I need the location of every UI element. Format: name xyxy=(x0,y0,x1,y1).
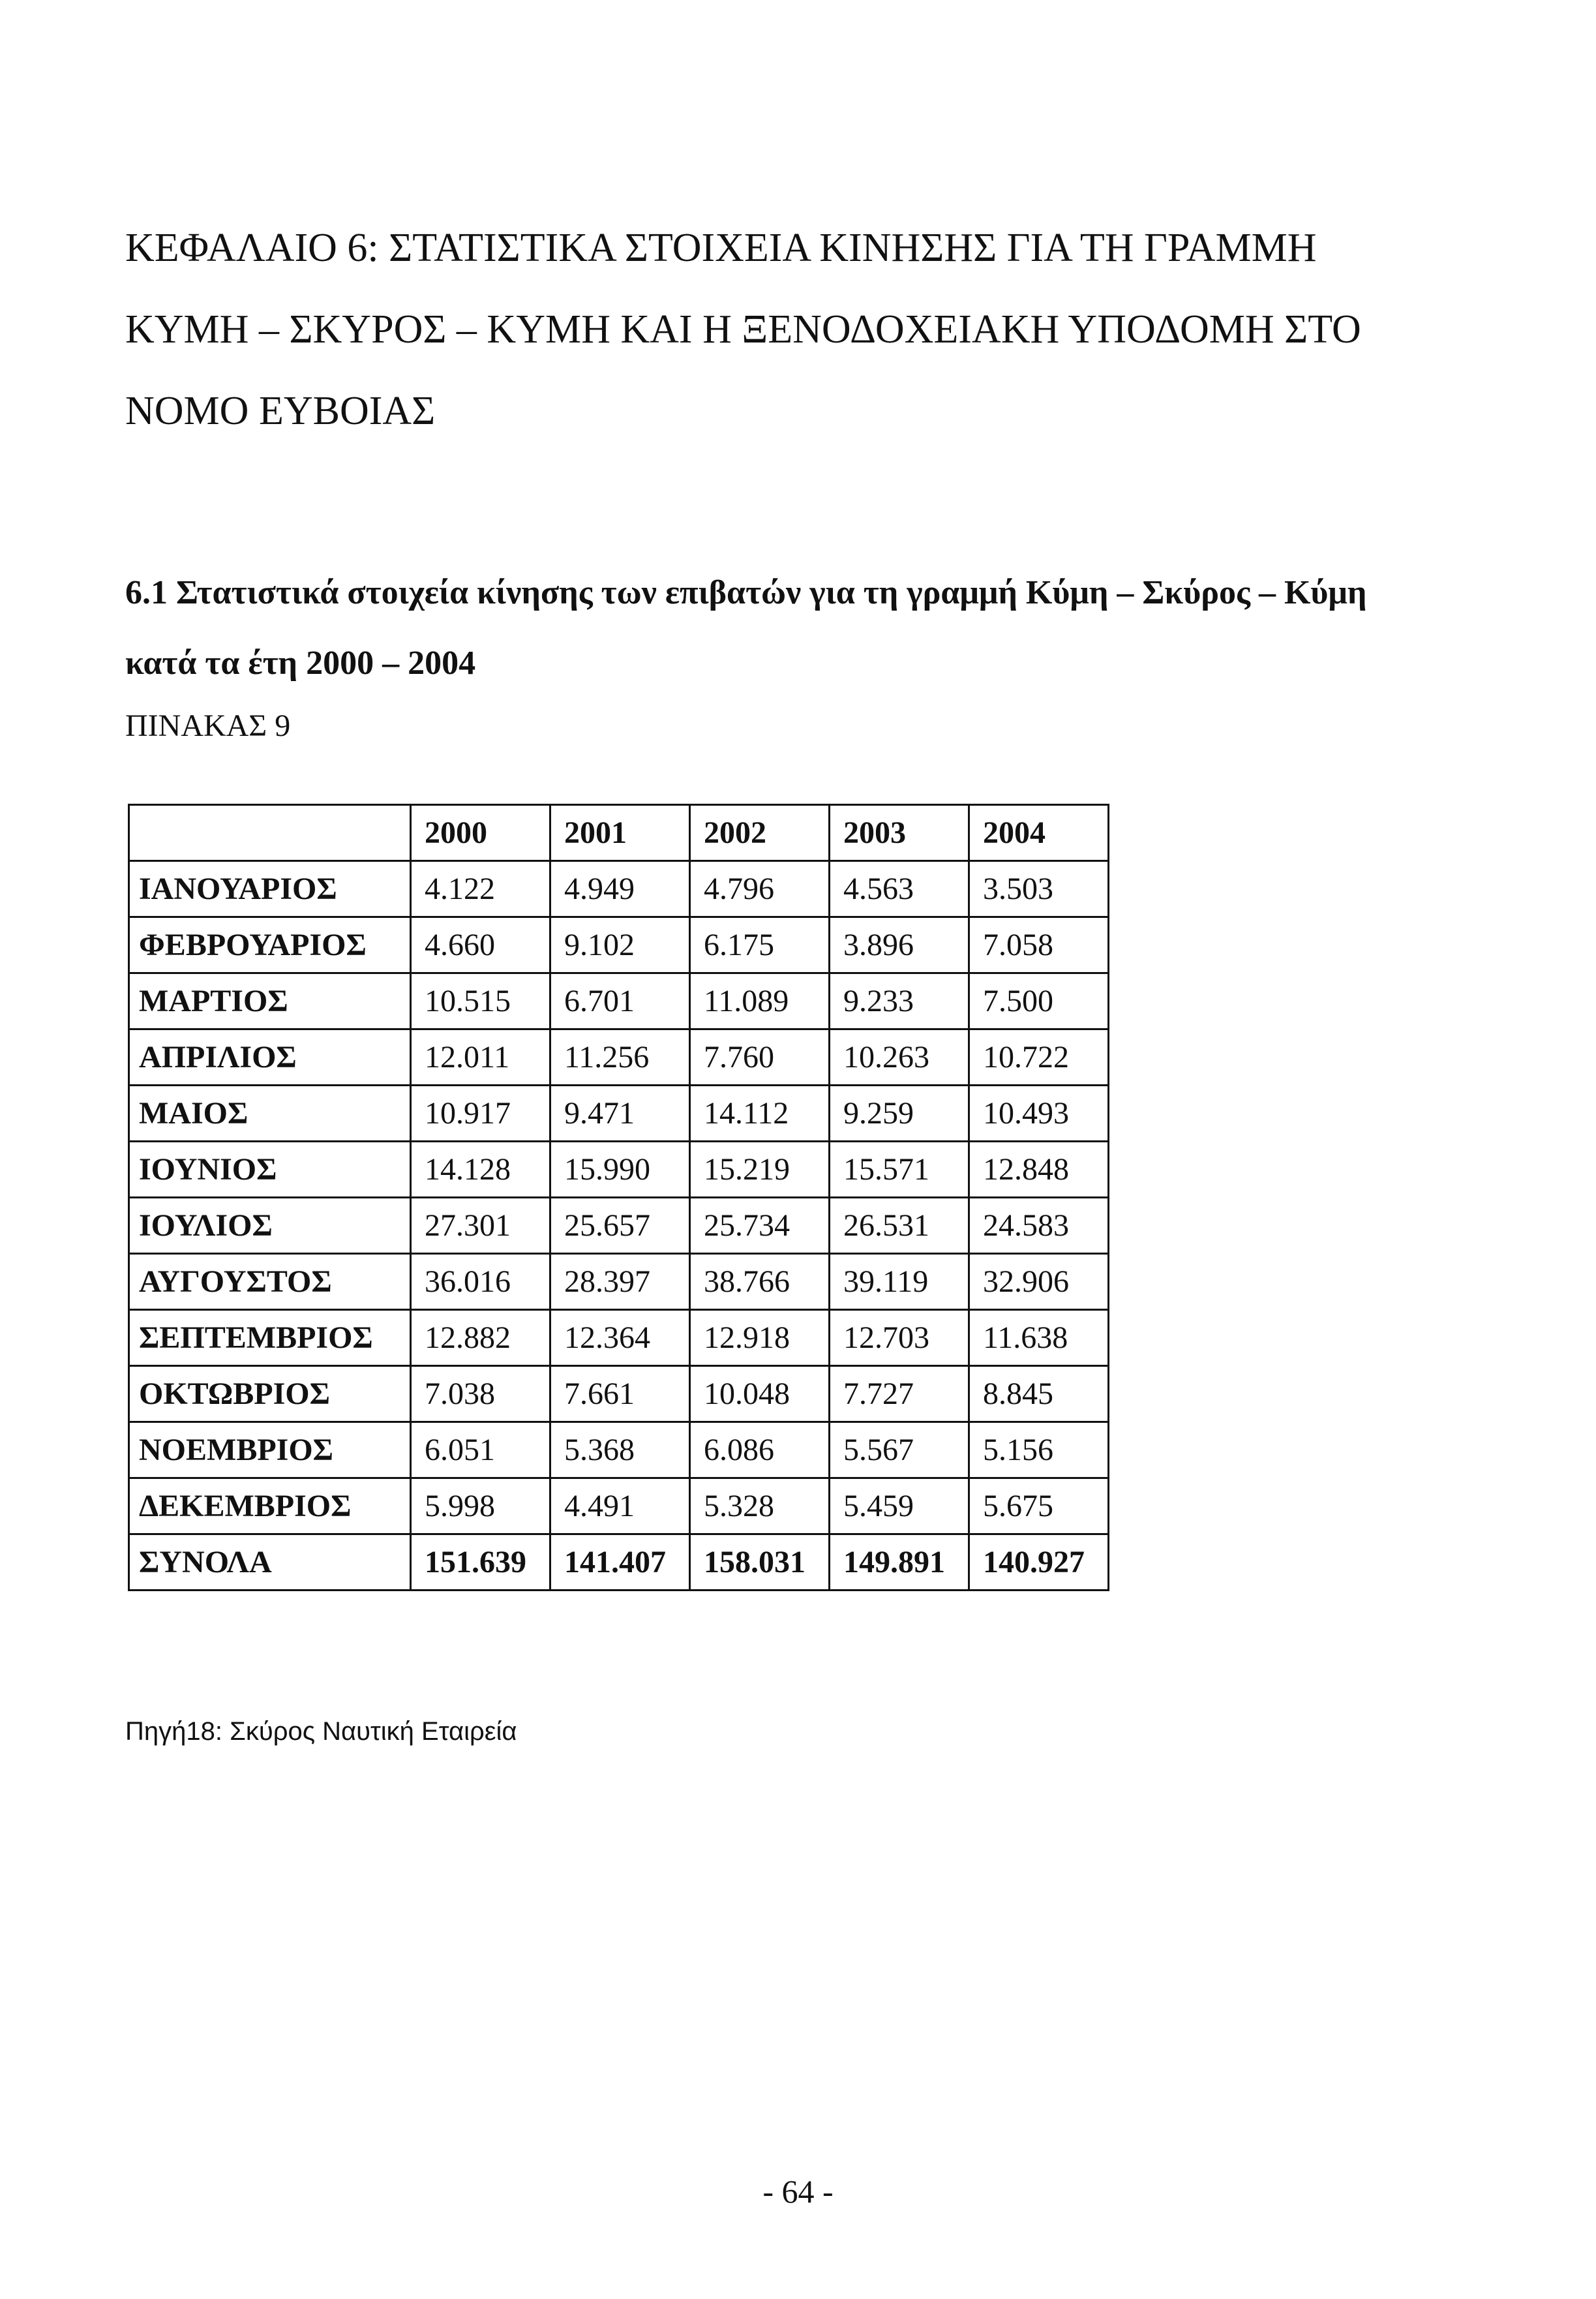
value-cell: 7.500 xyxy=(969,973,1109,1029)
value-cell: 4.796 xyxy=(690,861,830,917)
header-empty-cell xyxy=(129,805,411,861)
value-cell: 39.119 xyxy=(830,1254,969,1310)
value-cell: 9.233 xyxy=(830,973,969,1029)
month-label: ΦΕΒΡΟΥΑΡΙΟΣ xyxy=(129,917,411,973)
total-value-cell: 140.927 xyxy=(969,1534,1109,1591)
month-label: ΔΕΚΕΜΒΡΙΟΣ xyxy=(129,1478,411,1534)
table-row xyxy=(129,1029,1109,1086)
chapter-title-line-1: ΚΕΦΑΛΑΙΟ 6: ΣΤΑΤΙΣΤΙΚΑ ΣΤΟΙΧΕΙΑ ΚΙΝΗΣΗΣ ΓΙΑ ΤΗ ΓΡΑΜΜΗ xyxy=(125,226,1317,270)
month-label: ΝΟΕΜΒΡΙΟΣ xyxy=(129,1422,411,1478)
source-note: Πηγή18: Σκύρος Ναυτική Εταιρεία xyxy=(125,1717,517,1746)
value-cell: 5.567 xyxy=(830,1422,969,1478)
value-cell: 25.734 xyxy=(690,1198,830,1254)
month-label: ΜΑΡΤΙΟΣ xyxy=(129,973,411,1029)
value-cell: 6.086 xyxy=(690,1422,830,1478)
value-cell: 14.128 xyxy=(411,1142,550,1198)
table-row xyxy=(129,1198,1109,1254)
month-label: ΙΑΝΟΥΑΡΙΟΣ xyxy=(129,861,411,917)
table-row xyxy=(129,973,1109,1029)
header-year: 2000 xyxy=(411,805,550,861)
value-cell: 5.998 xyxy=(411,1478,550,1534)
month-label: ΑΠΡΙΛΙΟΣ xyxy=(129,1029,411,1086)
value-cell: 6.701 xyxy=(550,973,690,1029)
passenger-statistics-table xyxy=(128,804,1109,1591)
value-cell: 12.918 xyxy=(690,1310,830,1366)
value-cell: 10.722 xyxy=(969,1029,1109,1086)
table-row xyxy=(129,917,1109,973)
value-cell: 14.112 xyxy=(690,1086,830,1142)
page-number: - 64 - xyxy=(762,2173,834,2210)
table-row xyxy=(129,1086,1109,1142)
value-cell: 3.896 xyxy=(830,917,969,973)
chapter-title-line-3: ΝΟΜΟ ΕΥΒΟΙΑΣ xyxy=(125,389,436,433)
chapter-title xyxy=(125,207,1430,452)
value-cell: 7.661 xyxy=(550,1366,690,1422)
value-cell: 7.038 xyxy=(411,1366,550,1422)
header-year: 2003 xyxy=(830,805,969,861)
value-cell: 7.760 xyxy=(690,1029,830,1086)
value-cell: 38.766 xyxy=(690,1254,830,1310)
table-row xyxy=(129,1142,1109,1198)
month-label: ΣΕΠΤΕΜΒΡΙΟΣ xyxy=(129,1310,411,1366)
table-row xyxy=(129,1422,1109,1478)
section-heading-line-2: κατά τα έτη 2000 – 2004 xyxy=(125,645,476,682)
value-cell: 10.515 xyxy=(411,973,550,1029)
section-heading-line-1: 6.1 Στατιστικά στοιχεία κίνησης των επιβατών για τη γραμμή Κύμη – Σκύρος – Κύμη xyxy=(125,574,1367,611)
value-cell: 12.011 xyxy=(411,1029,550,1086)
value-cell: 15.219 xyxy=(690,1142,830,1198)
value-cell: 9.259 xyxy=(830,1086,969,1142)
header-year: 2001 xyxy=(550,805,690,861)
month-label: ΟΚΤΩΒΡΙΟΣ xyxy=(129,1366,411,1422)
section-heading xyxy=(125,558,1462,699)
value-cell: 4.122 xyxy=(411,861,550,917)
total-value-cell: 158.031 xyxy=(690,1534,830,1591)
chapter-title-line-2: ΚΥΜΗ – ΣΚΥΡΟΣ – ΚΥΜΗ ΚΑΙ Η ΞΕΝΟΔΟΧΕΙΑΚΗ ΥΠΟΔΟΜΗ ΣΤΟ xyxy=(125,307,1361,352)
value-cell: 9.471 xyxy=(550,1086,690,1142)
table-header-row xyxy=(129,805,1109,861)
value-cell: 7.727 xyxy=(830,1366,969,1422)
table-row xyxy=(129,861,1109,917)
value-cell: 4.491 xyxy=(550,1478,690,1534)
value-cell: 5.328 xyxy=(690,1478,830,1534)
total-label: ΣΥΝΟΛΑ xyxy=(129,1534,411,1591)
value-cell: 15.990 xyxy=(550,1142,690,1198)
value-cell: 11.256 xyxy=(550,1029,690,1086)
value-cell: 10.917 xyxy=(411,1086,550,1142)
table-row xyxy=(129,1478,1109,1534)
value-cell: 6.175 xyxy=(690,917,830,973)
value-cell: 5.156 xyxy=(969,1422,1109,1478)
value-cell: 25.657 xyxy=(550,1198,690,1254)
value-cell: 9.102 xyxy=(550,917,690,973)
value-cell: 7.058 xyxy=(969,917,1109,973)
value-cell: 12.882 xyxy=(411,1310,550,1366)
value-cell: 15.571 xyxy=(830,1142,969,1198)
value-cell: 36.016 xyxy=(411,1254,550,1310)
month-label: ΙΟΥΛΙΟΣ xyxy=(129,1198,411,1254)
table-row xyxy=(129,1310,1109,1366)
total-row xyxy=(129,1534,1109,1591)
value-cell: 12.703 xyxy=(830,1310,969,1366)
month-label: ΙΟΥΝΙΟΣ xyxy=(129,1142,411,1198)
value-cell: 6.051 xyxy=(411,1422,550,1478)
value-cell: 32.906 xyxy=(969,1254,1109,1310)
value-cell: 10.048 xyxy=(690,1366,830,1422)
total-value-cell: 141.407 xyxy=(550,1534,690,1591)
value-cell: 3.503 xyxy=(969,861,1109,917)
value-cell: 4.660 xyxy=(411,917,550,973)
value-cell: 26.531 xyxy=(830,1198,969,1254)
total-value-cell: 149.891 xyxy=(830,1534,969,1591)
value-cell: 27.301 xyxy=(411,1198,550,1254)
value-cell: 5.459 xyxy=(830,1478,969,1534)
value-cell: 4.949 xyxy=(550,861,690,917)
month-label: ΑΥΓΟΥΣΤΟΣ xyxy=(129,1254,411,1310)
header-year: 2002 xyxy=(690,805,830,861)
value-cell: 12.364 xyxy=(550,1310,690,1366)
table-row xyxy=(129,1254,1109,1310)
total-value-cell: 151.639 xyxy=(411,1534,550,1591)
value-cell: 12.848 xyxy=(969,1142,1109,1198)
value-cell: 10.493 xyxy=(969,1086,1109,1142)
value-cell: 10.263 xyxy=(830,1029,969,1086)
value-cell: 11.638 xyxy=(969,1310,1109,1366)
value-cell: 24.583 xyxy=(969,1198,1109,1254)
table-row xyxy=(129,1366,1109,1422)
month-label: ΜΑΙΟΣ xyxy=(129,1086,411,1142)
value-cell: 4.563 xyxy=(830,861,969,917)
value-cell: 5.675 xyxy=(969,1478,1109,1534)
value-cell: 11.089 xyxy=(690,973,830,1029)
table-label: ΠΙΝΑΚΑΣ 9 xyxy=(125,708,291,743)
value-cell: 28.397 xyxy=(550,1254,690,1310)
value-cell: 8.845 xyxy=(969,1366,1109,1422)
header-year: 2004 xyxy=(969,805,1109,861)
value-cell: 5.368 xyxy=(550,1422,690,1478)
